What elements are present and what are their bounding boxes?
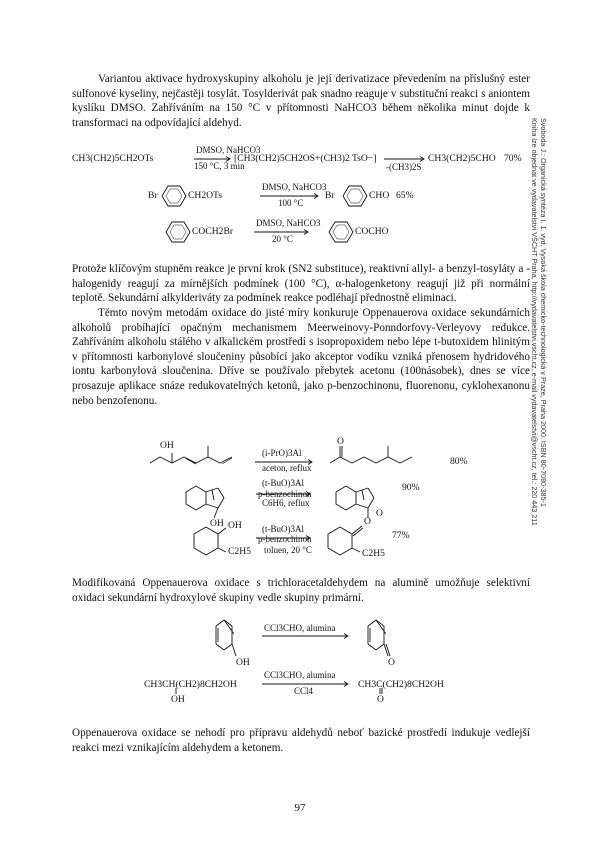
norbornenol <box>216 620 236 656</box>
yield-b: 90% <box>402 482 420 493</box>
br-left-product: Br <box>325 190 335 201</box>
page-number: 97 <box>294 802 306 814</box>
benzene-ring-3 <box>166 222 190 242</box>
product-heptanal: CH3(CH2)5CHO <box>428 153 496 164</box>
o-b: O <box>376 508 383 519</box>
cond-b-bottom: C6H6, reflux <box>262 498 310 508</box>
dienone-chain <box>330 457 412 463</box>
benzene-ring-1 <box>162 186 186 206</box>
diol-start: CH3CH(CH2)8CH2OH <box>144 679 237 690</box>
cond-c-mid: p-benzochinon <box>258 534 312 544</box>
ethyl-c-product: C2H5 <box>362 548 385 559</box>
side-citation-line1: Svoboda J.: Organická syntéza I. 1. vyd. Vysoká škola chemicko-technologická v Praze, Praha 2000. ISBN 80-7080-385-1 <box>539 118 548 507</box>
cond-r3-top: DMSO, NaHCO3 <box>256 218 321 228</box>
yield-r1: 70% <box>504 153 522 164</box>
benzene-ring-2 <box>343 186 367 206</box>
oh-d: OH <box>236 657 250 668</box>
ketol-product: CH3C(CH2)8CH2OH <box>358 679 444 690</box>
br-left-r2: Br <box>148 190 158 201</box>
cond-r3-bottom: 20 °C <box>272 234 293 244</box>
paragraph-modified-oppenauer: Modifikovaná Oppenauerova oxidace s trichloracetaldehydem na alumině umožňuje selektivní oxidaci sekundární hydroxylové skupiny vedle skupiny primární. <box>72 577 530 604</box>
paragraph-oppenauer: Těmto novým metodám oxidace do jisté míry konkuruje Oppenauerova oxidace sekundárních alkoholů probíhající opačným mechanismem Meerweinovy-Ponndorfovy-Verleyovy redukce. Zahříváním alkoholu stálého v alkalickém prostředí s isopropoxidem nebo lépe t-butoxidem hlinitým v přítomnosti karbonylové sloučeniny působící jako akceptor vodíku vzniká přenosem hydridového iontu karbonylová sloučenina. Dříve se používalo přebytek acetonu (100násobek), dnes se více prosazuje aplikace snáze redukovatelných ketonů, jako p-benzochinonu, fluorenonu, cyklohexanonu nebo benzofenonu. <box>72 307 530 407</box>
cond-e-bottom: CCl4 <box>294 686 314 696</box>
cond-r1-bottom: 150 °C, 3 min <box>194 161 245 171</box>
o-d: O <box>388 657 395 668</box>
cond-a-bottom: aceton, reflux <box>262 463 312 473</box>
cond-b-top: (t-BuO)3Al <box>262 478 304 488</box>
cond-d: CCl3CHO, alumina <box>264 623 336 633</box>
cond-r1-top: DMSO, NaHCO3 <box>196 145 261 155</box>
intermediate-sulfonium: [CH3(CH2)5CH2OS+(CH3)2 TsO−] <box>234 153 377 164</box>
cond-r2-top: DMSO, NaHCO3 <box>262 182 327 192</box>
yield-r2: 65% <box>396 190 414 201</box>
cyclohexanone-ring <box>328 527 352 555</box>
cond-c-bottom: toluen, 20 °C <box>264 545 312 555</box>
cond-e-top: CCl3CHO, alumina <box>264 670 336 680</box>
reactant-heptyl-tosylate: CH3(CH2)5CH2OTs <box>72 153 154 164</box>
yield-a: 80% <box>450 456 468 467</box>
ethyl-c: C2H5 <box>228 546 251 557</box>
oh-e: OH <box>171 694 185 705</box>
side-citation-line2: Kniha lze objednat ve vydavatelství VŠCHT Praha, http://vydavatelstvi.vscht.cz, e-mail vydavatelstvi@vscht.cz, tel.: 220 443 211 <box>530 118 539 526</box>
cond-c-top: (t-BuO)3Al <box>262 524 304 534</box>
benzyl-tosylate-group: CH2OTs <box>188 190 222 201</box>
benzonorbornenol <box>186 486 224 518</box>
aldehyde-group: CHO <box>369 190 390 201</box>
cyclohexanol-ring <box>194 527 218 555</box>
oh-c: OH <box>228 520 242 531</box>
cond-b-mid: p-benzochinon <box>258 489 312 499</box>
bromoacetyl-group: COCH2Br <box>192 226 234 237</box>
cond-r1-elim: -(CH3)2S <box>386 162 422 172</box>
cond-r2-bottom: 100 °C <box>278 198 304 208</box>
paragraph-tosylate: Variantou aktivace hydroxyskupiny alkoholu je její derivatizace převedením na příslušný ester sulfonové kyseliny, nejčastěji tosylát. Tosylderivát pak snadno reaguje v substituční reakci s aniontem kyslíku DMSO. Zahříváním na 150 °C v přítomnosti NaHCO3 během několika minut dojde k transformaci na odpovídající aldehyd. <box>72 73 530 129</box>
o-c: O <box>364 516 371 527</box>
dienol-chain <box>150 457 232 463</box>
paragraph-aldehyde-note: Oppenauerova oxidace se nehodí pro přípravu aldehydů neboť bazické prostředí indukuje vedlejší reakci mezi vznikajícím aldehydem a ketonem. <box>72 727 530 754</box>
oh-b: OH <box>210 518 224 529</box>
benzene-ring-4 <box>329 222 353 242</box>
oh-a: OH <box>160 440 174 451</box>
o-e: O <box>377 694 384 705</box>
glyoxal-group: COCHO <box>355 226 389 237</box>
cond-a-top: (i-PrO)3Al <box>262 448 302 458</box>
norbornenone <box>368 620 390 656</box>
o-a: O <box>337 436 344 447</box>
yield-c: 77% <box>392 530 410 541</box>
paragraph-sn2: Protože klíčovým stupněm reakce je první krok (SN2 substituce), reaktivní allyl- a benzyl-tosyláty a -halogenidy reagují za mírnějších podmínek (100 °C), α-halogenketony reagují již při normální teplotě. Sekundární alkylderiváty za podmínek reakce podléhají přednostně eliminaci. <box>72 263 530 305</box>
benzonorbornenone <box>336 486 374 518</box>
